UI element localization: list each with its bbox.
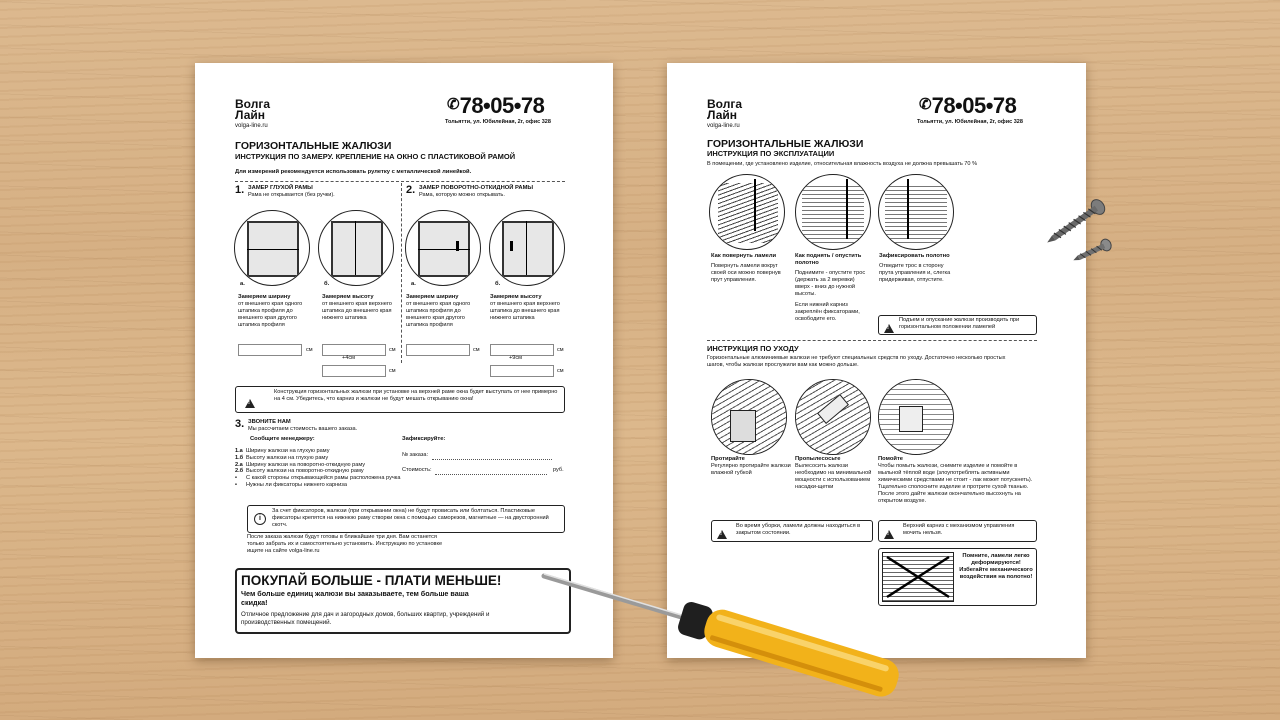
window-tilt-height-illustration: [489, 210, 565, 286]
warning-icon: [884, 320, 894, 338]
op-rotate-text: Повернуть ламели вокруг своей оси можно повернув прут управления.: [711, 263, 781, 283]
tape-tip: Для измерений рекомендуется использовать рулетку с металлической линейкой.: [235, 169, 472, 175]
measure-1a-title: Замеряем ширину: [238, 294, 291, 300]
op-raise: [795, 253, 871, 323]
step2-desc: Рама, которую можно открывать.: [419, 192, 505, 198]
phone-block: [447, 93, 544, 119]
divider: [707, 340, 1037, 341]
tell-manager-title: Сообщите менеджеру:: [250, 436, 315, 442]
logo-line1: Волга: [235, 97, 270, 111]
height-total-field-2[interactable]: [490, 365, 554, 377]
care-warning-1: Во время уборки, ламели должны находиться в закрытом состоянии.: [736, 523, 861, 536]
plus-4cm: +4см: [342, 355, 356, 361]
divider: [235, 181, 565, 182]
humidity-note: В помещении, где установлено изделие, относительная влажность воздуха не должна превышать 70 %: [707, 161, 978, 167]
after-order-text: После заказа жалюзи будут готовы в ближайшие три дня. Вам останется только забрать их и самостоятельно установить. Инструкцию по установке ищите на сайте volga-line.ru: [247, 534, 443, 554]
address: Тольятти, ул. Юбилейная, 2г, офис 328: [445, 119, 551, 125]
brand-logo: [235, 99, 270, 121]
width-field-2a[interactable]: [406, 344, 470, 356]
care-warning-box-1: [711, 520, 873, 542]
step1-desc: Рама не открывается (без ручки).: [248, 192, 335, 198]
measure-2b: [490, 294, 562, 322]
promo-text: Отличное предложение для дач и загородных домов, больших квартир, учреждений и производственных помещений.: [241, 611, 490, 626]
warning-text: Конструкция горизонтальных жалюзи при установке на верхней раме окна будет выступать от нее примерно на 4 см. Убедитесь, что карниз и жалюзи не будут мешать открыванию окна!: [274, 389, 558, 402]
measure-2a: [406, 294, 478, 329]
info-box: [247, 505, 565, 533]
fix-title: Зафиксируйте:: [402, 436, 446, 442]
op-raise-title: Как поднять / опустить полотно: [795, 253, 862, 266]
info-text: За счет фиксаторов, жалюзи (при открывании окна) не будут провисать или болтаться. Пластиковые фиксаторы крепятся на нижнюю раму створки окна с помощью саморезов, магнитные — на двусторонний скотч.: [272, 508, 549, 528]
column-divider: [401, 183, 402, 363]
phone-icon: ✆: [447, 96, 460, 113]
info-icon: i: [254, 513, 266, 525]
sheet2-title: ГОРИЗОНТАЛЬНЫЕ ЖАЛЮЗИ: [707, 138, 864, 150]
measure-1b: [322, 294, 394, 322]
list-item: • Нужны ли фиксаторы нижнего карниза: [235, 481, 347, 488]
promo-box: [235, 568, 571, 634]
measure-2a-title: Замеряем ширину: [406, 294, 459, 300]
window-fixed-height-illustration: [318, 210, 394, 286]
care-title: ИНСТРУКЦИЯ ПО УХОДУ: [707, 344, 799, 353]
window-fixed-width-illustration: [234, 210, 310, 286]
unit-cm: см: [389, 347, 396, 353]
op-note-box: [878, 315, 1037, 335]
unit-cm: см: [557, 368, 564, 374]
care-vacuum-title: Пропылесосьте: [795, 456, 841, 462]
height-total-field-1[interactable]: [322, 365, 386, 377]
plus-9cm: +9см: [509, 355, 523, 361]
list-item: • С какой стороны открывающейся рамы расположена ручка: [235, 475, 401, 482]
rotate-slats-illustration: [709, 174, 785, 250]
cost-label: Стоимость:: [402, 467, 432, 473]
screwdriver-icon: [538, 568, 923, 703]
brand-site: volga-line.ru: [235, 123, 268, 129]
window-tilt-width-illustration: [405, 210, 481, 286]
wash-blinds-illustration: [878, 379, 954, 455]
step2-number: 2.: [406, 184, 416, 196]
screws-icon: [1038, 195, 1118, 270]
label-a: а.: [411, 281, 416, 287]
measure-2b-title: Замеряем высоту: [490, 294, 542, 300]
care-intro: Горизонтальные алюминиевые жалюзи не требуют специальных средств по уходу. Достаточно несколько простых шагов, чтобы жалюзи прослужили вам как можно дольше.: [707, 355, 1006, 368]
list-item: 1.а Ширину жалюзи на глухую раму: [235, 448, 330, 454]
warning-box: [235, 386, 565, 413]
op-raise-text2: Если нижний карниз закреплён фиксаторами, освободите его.: [795, 302, 860, 322]
list-item: 1.б Высоту жалюзи на глухую раму: [235, 454, 329, 461]
currency: руб.: [553, 467, 564, 473]
raise-lower-illustration: [795, 174, 871, 250]
logo-line2: Лайн: [707, 108, 738, 122]
label-b: б.: [324, 281, 330, 287]
care-warning-box-2: [878, 520, 1037, 542]
deform-text: Помните, ламели легко деформируются! Избегайте механического воздействия на полотно!: [959, 553, 1033, 580]
phone-number: 78•05•78: [459, 93, 545, 118]
brand-logo: [707, 99, 742, 121]
promo-title: ПОКУПАЙ БОЛЬШЕ - ПЛАТИ МЕНЬШЕ!: [241, 573, 502, 588]
phone-block: [919, 93, 1016, 119]
care-wipe-text: Регулярно протирайте жалюзи влажной губкой: [711, 463, 791, 476]
tell-manager-list: [235, 448, 405, 489]
sheet1-title: ГОРИЗОНТАЛЬНЫЕ ЖАЛЮЗИ: [235, 140, 392, 152]
measure-2b-text: от внешнего края верхнего штапика до внешнего края нижнего штапика: [490, 301, 560, 321]
care-warning-2: Верхний карниз с механизмом управления мочить нельзя.: [903, 523, 1015, 536]
order-number-field[interactable]: [432, 459, 552, 460]
sheet1-subtitle: ИНСТРУКЦИЯ ПО ЗАМЕРУ. КРЕПЛЕНИЕ НА ОКНО С ПЛАСТИКОВОЙ РАМОЙ: [235, 152, 516, 161]
sheet2-subtitle: ИНСТРУКЦИЯ ПО ЭКСПЛУАТАЦИИ: [707, 149, 835, 158]
care-vacuum-text: Вылесосить жалюзи необходимо на минимальной мощности с использованием насадки-щетки: [795, 463, 872, 490]
care-wash: [878, 456, 1038, 505]
phone-number: 78•05•78: [931, 93, 1017, 118]
label-b: б.: [495, 281, 501, 287]
warning-icon: [884, 526, 894, 544]
op-fix: [879, 253, 953, 284]
care-vacuum: [795, 456, 875, 491]
unit-cm: см: [306, 347, 313, 353]
op-fix-title: Зафиксировать полотно: [879, 253, 950, 259]
op-rotate: [711, 253, 785, 284]
unit-cm: см: [389, 368, 396, 374]
unit-cm: см: [557, 347, 564, 353]
cost-field[interactable]: [435, 474, 547, 475]
measure-2a-text: от внешнего края одного штапика профиля до внешнего края другого штапика профиля: [406, 301, 471, 328]
list-item: 2.а Ширину жалюзи на поворотно-откидную раму: [235, 461, 366, 468]
list-item: 2.б Высоту жалюзи на поворотно-откидную раму: [235, 468, 364, 475]
step3-number: 3.: [235, 418, 245, 430]
op-fix-text: Отведите трос в сторону прута управления и, слегка придерживая, отпустите.: [879, 263, 951, 283]
op-rotate-title: Как повернуть ламели: [711, 253, 777, 259]
brand-site: volga-line.ru: [707, 123, 740, 129]
step3-desc: Мы рассчитаем стоимость вашего заказа.: [248, 426, 358, 432]
address: Тольятти, ул. Юбилейная, 2г, офис 328: [917, 119, 1023, 125]
care-wash-title: Помойте: [878, 456, 904, 462]
width-field-1a[interactable]: [238, 344, 302, 356]
care-wipe-title: Протирайте: [711, 456, 745, 462]
fix-blinds-illustration: [878, 174, 954, 250]
measure-1a: [238, 294, 310, 329]
care-wash-text: Чтобы помыть жалюзи, снимите изделие и помойте в мыльной тёплой воде (злоупотреблять активными химическими средствами не стоит - лак может потускнеть). Тщательно сполосните изделие и протрите сухой тканью. После этого дайте жалюзи окончательно высохнуть на открытом воздухе.: [878, 463, 1033, 504]
label-a: а.: [240, 281, 245, 287]
phone-icon: ✆: [919, 96, 932, 113]
logo-line1: Волга: [707, 97, 742, 111]
measure-1b-text: от внешнего края верхнего штапика до внешнего края нижнего штапика: [322, 301, 392, 321]
vacuum-brush-illustration: [795, 379, 871, 455]
unit-cm: см: [473, 347, 480, 353]
op-note-text: Подъем и опускание жалюзи производить при горизонтальном положении ламелей: [899, 317, 1020, 330]
wipe-sponge-illustration: [711, 379, 787, 455]
warning-icon: [245, 395, 255, 413]
order-label: № заказа:: [402, 452, 429, 458]
logo-line2: Лайн: [235, 108, 266, 122]
step3-title: ЗВОНИТЕ НАМ: [248, 419, 291, 425]
step1-title: ЗАМЕР ГЛУХОЙ РАМЫ: [248, 185, 313, 191]
measure-1b-title: Замеряем высоту: [322, 294, 374, 300]
measure-1a-text: от внешнего края одного штапика профиля до внешнего края другого штапика профиля: [238, 301, 303, 328]
care-wipe: [711, 456, 791, 477]
step1-number: 1.: [235, 184, 245, 196]
warning-icon: [717, 526, 727, 544]
step2-title: ЗАМЕР ПОВОРОТНО-ОТКИДНОЙ РАМЫ: [419, 185, 534, 191]
promo-subtitle: Чем больше единиц жалюзи вы заказываете, тем больше ваша скидка!: [241, 589, 469, 607]
op-raise-text: Поднимите - опустите трос (держать за 2 веревки) вверх - вниз до нужной высоты.: [795, 270, 866, 297]
